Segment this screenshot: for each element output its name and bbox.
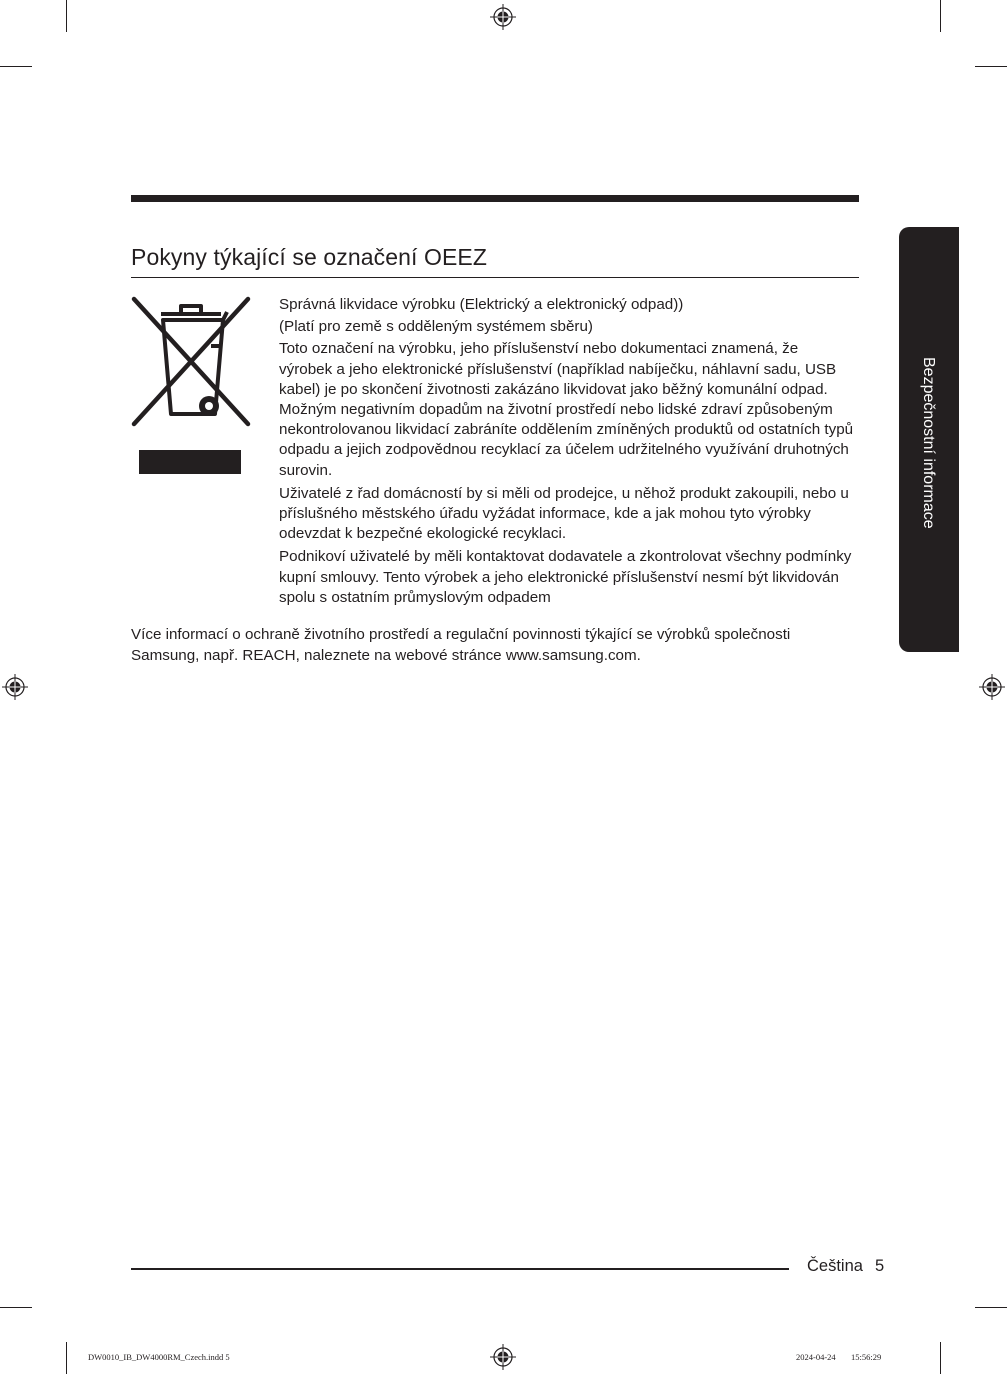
disposal-paragraph: Toto označení na výrobku, jeho příslušenství nebo dokumentaci znamená, že výrobek a jeho elektronické příslušenství (například nabíječku, náhlavní sadu, USB kabel) je po skončení životnosti zakázáno likvidovat jako běžný komunální odpad. Možným negativním dopadům na životní prostředí nebo lidské zdraví způsobeným nekontrolovanou likvidací zabráníte oddělením zmíněných produktů od ostatních typů odpadu a jejich zodpovědnou recyklací za účelem udržitelného využívání druhotných surovin. bbox=[279, 340, 854, 479]
footer-language: Čeština bbox=[807, 1257, 863, 1275]
crop-mark bbox=[975, 66, 1007, 67]
section-title: Pokyny týkající se označení OEEZ bbox=[131, 244, 488, 270]
page-number: 5 bbox=[875, 1257, 885, 1275]
registration-mark-icon bbox=[490, 4, 516, 30]
print-slug-file: DW0010_IB_DW4000RM_Czech.indd 5 bbox=[88, 1352, 230, 1362]
chapter-side-tab-label: Bezpečnostní informace bbox=[920, 357, 937, 529]
crop-mark bbox=[940, 0, 941, 32]
registration-mark-icon bbox=[979, 674, 1005, 700]
crop-mark bbox=[0, 66, 32, 67]
registration-mark-icon bbox=[490, 1344, 516, 1370]
disposal-paragraph: Uživatelé z řad domácností by si měli od prodejce, u něhož produkt zakoupili, nebo u příslušného městského úřadu vyžádat informace, kde a jak mohou tyto výrobky odevzdat k bezpečné ekologické recyklaci. bbox=[279, 484, 849, 543]
footer-rule bbox=[131, 1268, 789, 1270]
more-info-paragraph: Více informací o ochraně životního prostředí a regulační povinnosti týkající se výrobků společnosti Samsung, např. REACH, naleznete na webové stránce www.samsung.com. bbox=[131, 626, 791, 664]
section-top-rule bbox=[131, 195, 859, 202]
disposal-paragraph: Podnikoví uživatelé by měli kontaktovat dodavatele a zkontrolovat všechny podmínky kupní smlouvy. Tento výrobek a jeho elektronické příslušenství nesmí být likvidován spolu s ostatním průmyslovým odpadem bbox=[279, 548, 852, 606]
disposal-info bbox=[279, 295, 854, 611]
crop-mark bbox=[66, 1342, 67, 1374]
chapter-side-tab bbox=[899, 227, 959, 652]
crop-mark bbox=[975, 1307, 1007, 1308]
crop-mark bbox=[0, 1307, 32, 1308]
crossed-out-wheelie-bin-icon bbox=[131, 296, 251, 478]
disposal-subheading: Správná likvidace výrobku (Elektrický a elektronický odpad)) bbox=[279, 296, 684, 313]
disposal-note: (Platí pro země s odděleným systémem sběru) bbox=[279, 318, 593, 336]
crop-mark bbox=[66, 0, 67, 32]
registration-mark-icon bbox=[2, 674, 28, 700]
title-underline bbox=[131, 277, 859, 278]
crop-mark bbox=[940, 1342, 941, 1374]
print-slug-timestamp: 2024-04-24   15:56:29 bbox=[796, 1352, 882, 1362]
